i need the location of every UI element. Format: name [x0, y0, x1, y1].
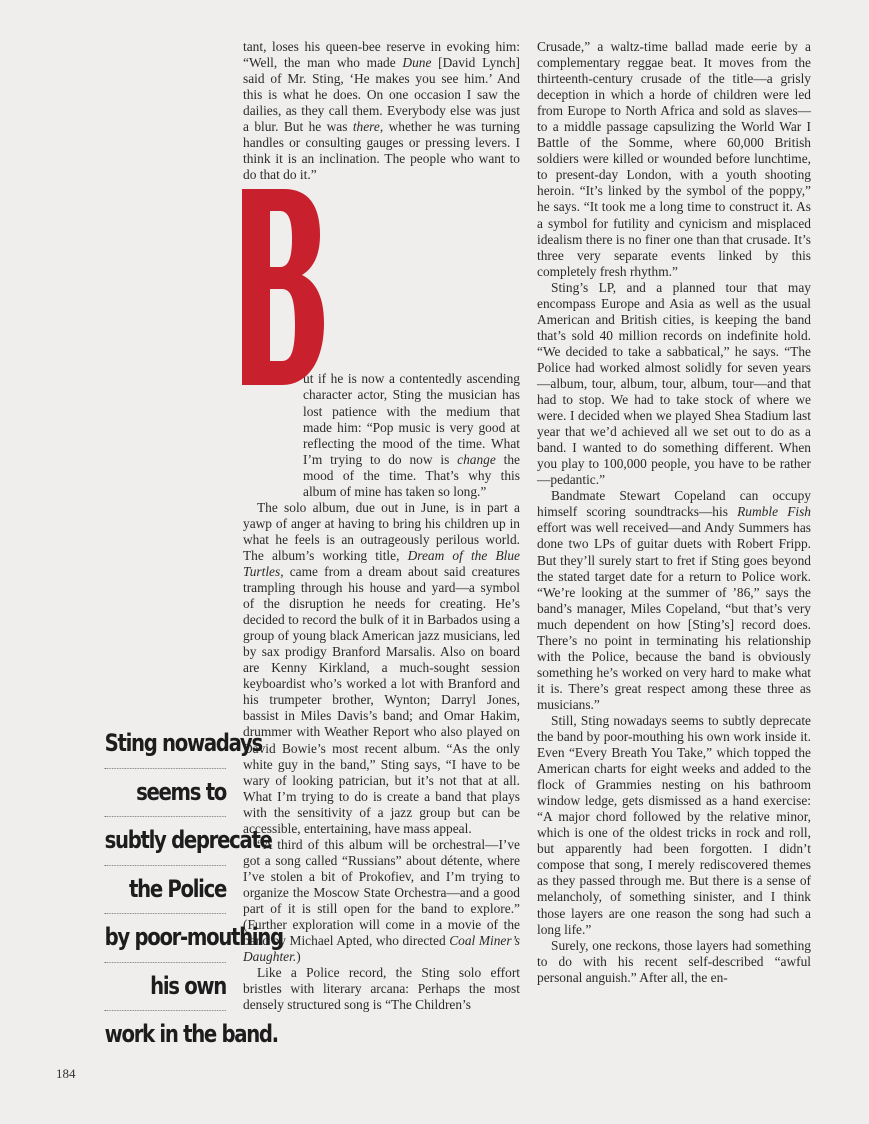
paragraph: Like a Police record, the Sting solo effort bristles with literary arcana: Perhaps the most densely structured song is “The Children’s — [243, 965, 520, 1013]
pull-quote-line: Sting nowadays — [105, 720, 226, 769]
article-column-right — [537, 39, 811, 986]
paragraph: Bandmate Stewart Copeland can occupy himself scoring soundtracks—his Rumble Fish effort was well received—and Andy Summers has done two LPs of guitar duets with Robert Fripp. But they’ll surely start to fret if Sting goes beyond the stated target date for a return to Police work. “We’re looking at the summer of ’86,” says the band’s manager, Miles Copeland, “but that’s very much dependent on how [Sting’s] record does. There’s no point in terminating his relationship with the Police, because the band is obviously something he’s worked on very hard to make what it is. There’s great respect among these three as musicians.” — [537, 488, 811, 712]
paragraph: Sting’s LP, and a planned tour that may encompass Europe and Asia as well as the usual American and British cities, is keeping the band that’s sold 40 million records on indefinite hold. “We decided to take a sabbatical,” he says. “The Police had worked almost solidly for seven years—album, tour, album, tour, album, tour—and that had to stop. We had to take stock of where we were. I decided when we played Shea Stadium last year that we’d achieved all we set out to do as a band. I wanted to do something different. When you play to 100,000 people, you have to be rather—pedantic.” — [537, 279, 811, 488]
pull-quote-line: work in the band. — [104, 1020, 278, 1048]
paragraph: Surely, one reckons, those layers had something to do with his recent self-described “awful personal anguish.” After all, the en- — [537, 937, 811, 985]
drop-cap-letter — [242, 189, 324, 385]
pull-quote — [104, 720, 283, 1059]
paragraph: ut if he is now a contentedly ascending character actor, Sting the musician has lost patience with the medium that made him: “Pop music is very good at reflecting the mood of the time. What I’m trying to do now is change the mood of the time. That’s why this album of mine has taken so long.” — [303, 371, 520, 499]
paragraph: “A third of this album will be orchestral—I’ve got a song called “Russians” about détente, where I’ve stolen a bit of Prokofiev, and I’m trying to organize the Moscow State Orchestra—and a good part of it is still open for the band to explore.” (Further exploration will come in a movie of the band by Michael Apted, who directed Coal Miner’s Daughter.) — [243, 836, 520, 965]
paragraph: Crusade,” a waltz-time ballad made eerie by a complementary reggae beat. It moves from the thirteenth-century crusade of the title—a grisly deception in which a horde of children were led from Europe to North Africa and sold as slaves—to a middle passage capsulizing the World War I Battle of the Somme, where 60,000 British soldiers were killed or wounded before lunchtime, to present-day London, with a youth shooting heroin. “It’s linked by the symbol of the poppy,” he says. “It took me a long time to construct it. As a symbol for futility and cynicism and misplaced idealism there is no finer one than that crusade. It’s three very separate events linked by this completely fresh rhythm.” — [537, 39, 811, 279]
page-number: 184 — [56, 1066, 76, 1081]
paragraph: Still, Sting nowadays seems to subtly deprecate the band by poor-mouthing his own work inside it. Even “Every Breath You Take,” which topped the American charts for eight weeks and added to the flock of Grammies nesting on his bathroom window ledge, gets dismissed as a hand exercise: “A major chord followed by the relative minor, which is one of the oldest tricks in rock and roll, but apparently had been forgotten. I didn’t compose that song, I merely rediscovered themes as they passed through me. But there is a sense of melancholy, of something sinister, and I think those layers are one reason the song had such a long life.” — [537, 712, 811, 937]
pull-quote-line: subtly deprecate — [105, 817, 226, 866]
pull-quote-line: the Police — [105, 866, 226, 915]
paragraph: tant, loses his queen-bee reserve in evoking him: “Well, the man who made Dune [David Lynch] said of Mr. Sting, ‘He makes you see him.’ And this is what he does. On one occasion I saw the dailies, as they call them. Everybody else was just a blur. But he was there, whether he was turning handles or consulting gauges or pressing levers. I think it is an inclination. The people who want to do that do it.” — [243, 39, 521, 183]
drop-cap-b-glyph — [242, 189, 324, 385]
article-column-middle — [243, 39, 520, 1013]
paragraph: The solo album, due out in June, is in part a yawp of anger at having to bring his children up in what he feels is an outrageously perilous world. The album’s working title, Dream of the Blue Turtles, came from a dream about said creatures trampling through his house and yard—a symbol of the disruption he needs for creating. He’s decided to record the bulk of it in Barbados using a group of young black American jazz musicians, led by sax prodigy Branford Marsalis. Also on board are Kenny Kirkland, a much-sought session keyboardist who’s worked a lot with Branford and his trumpeter brother, Wynton; Darryl Jones, bassist in Miles Davis’s band; and Omar Hakim, drummer with Weather Report who also played on David Bowie’s most recent album. “As the only white guy in the band,” Sting says, “I have to be wary of looking patrician, but it’s not that at all. What I’m trying to do is create a band that plays with the sensitivity of a jazz group but can be accessible, entertaining, have mass appeal. — [243, 499, 520, 836]
pull-quote-line: seems to — [105, 769, 226, 818]
pull-quote-line: his own — [105, 963, 226, 1012]
pull-quote-line: by poor-mouthing — [105, 914, 226, 963]
